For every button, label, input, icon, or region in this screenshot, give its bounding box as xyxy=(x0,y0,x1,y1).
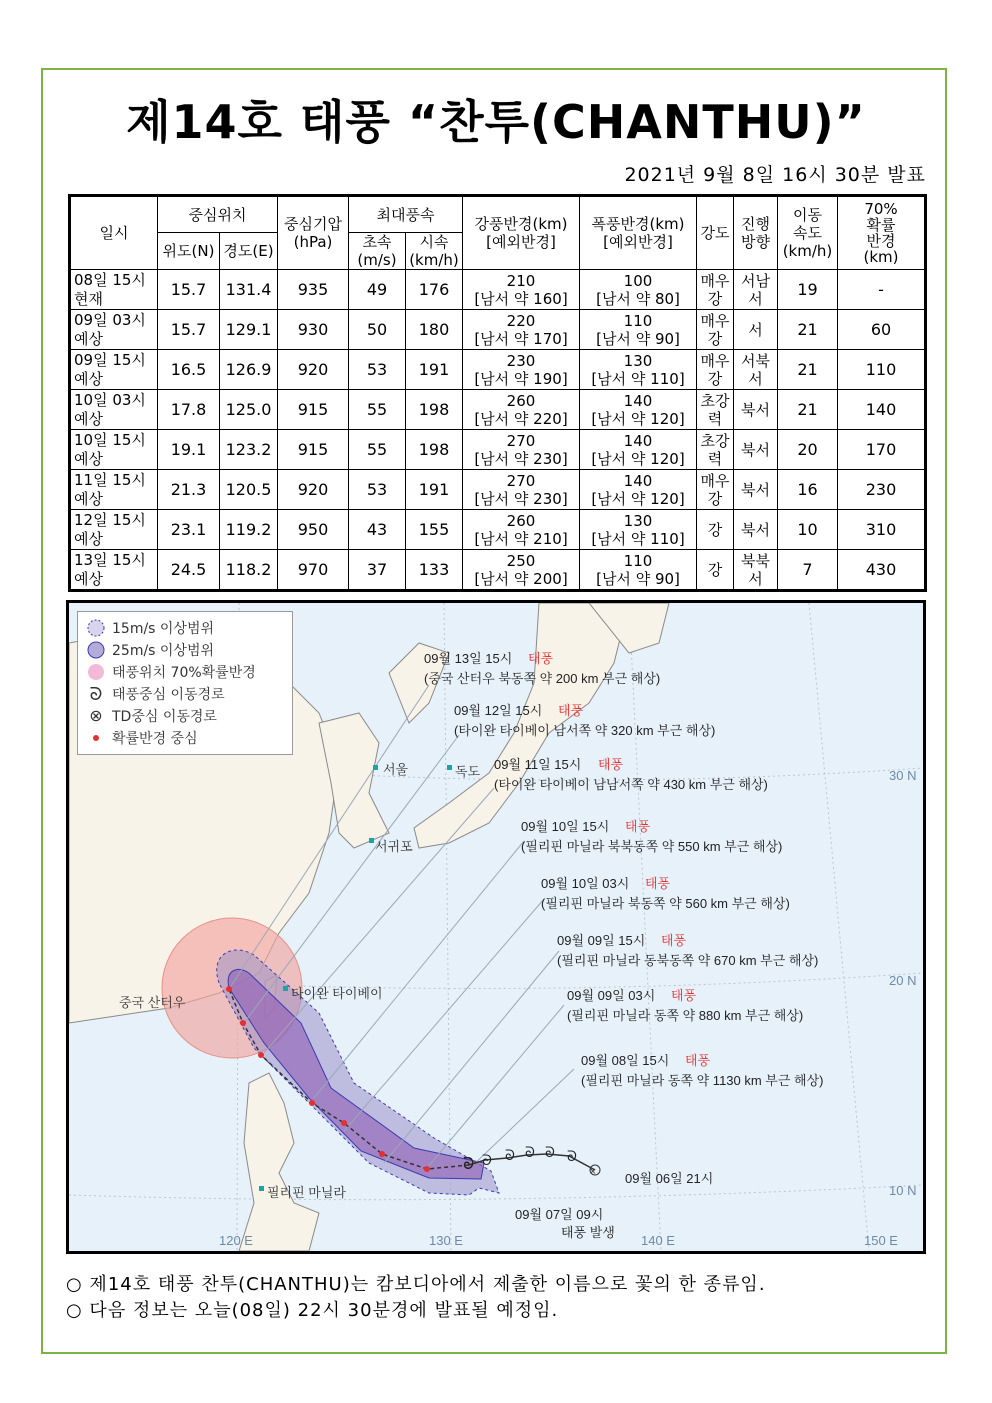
cell-kmh: 198 xyxy=(406,430,463,470)
formation-label-time: 09월 07일 09시 xyxy=(515,1207,604,1222)
svg-text:ᘐ: ᘐ xyxy=(545,1145,555,1161)
table-row xyxy=(70,430,926,470)
cell-spd: 16 xyxy=(778,470,838,510)
cell-p: 970 xyxy=(278,550,349,591)
cell-kmh: 180 xyxy=(406,310,463,350)
forecast-label-time: 09월 10일 03시 xyxy=(541,876,630,891)
cell-prob: 140 xyxy=(838,390,926,430)
forecast-label-desc: (타이완 타이베이 남남서쪽 약 430 km 부근 해상) xyxy=(494,777,768,792)
cell-spd: 21 xyxy=(778,390,838,430)
cell-strong: 270 [남서 약 230] xyxy=(463,470,580,510)
cell-lon: 118.2 xyxy=(220,550,278,591)
cell-lat: 19.1 xyxy=(158,430,220,470)
cell-lon: 129.1 xyxy=(220,310,278,350)
header-pressure: 중심기압 (hPa) xyxy=(278,196,349,270)
header-center: 중심위치 xyxy=(158,196,278,233)
cell-p: 930 xyxy=(278,310,349,350)
legend-td: ⊗ TD중심 이동경로 xyxy=(86,706,217,726)
header-datetime: 일시 xyxy=(70,196,158,270)
forecast-label-desc: (필리핀 마닐라 북북동쪽 약 550 km 부근 해상) xyxy=(521,839,783,854)
cell-prob: 110 xyxy=(838,350,926,390)
cell-strong: 270 [남서 약 230] xyxy=(463,430,580,470)
cell-time: 09일 15시 예상 xyxy=(70,350,158,390)
issued-time: 2021년 9월 8일 16시 30분 발표 xyxy=(624,164,926,186)
cell-spd: 7 xyxy=(778,550,838,591)
forecast-label-typhoon: 태풍 xyxy=(625,819,651,834)
lon-120: 120 E xyxy=(219,1233,253,1248)
cell-int: 매우 강 xyxy=(697,350,734,390)
cell-p: 920 xyxy=(278,350,349,390)
forecast-label-desc: (필리핀 마닐라 북동쪽 약 560 km 부근 해상) xyxy=(541,896,790,911)
cell-spd: 21 xyxy=(778,310,838,350)
past-label: 09월 06일 21시 xyxy=(625,1171,714,1186)
cell-prob: 60 xyxy=(838,310,926,350)
table-row xyxy=(70,510,926,550)
city-seoul: 서울 xyxy=(383,762,409,777)
forecast-label-time: 09월 13일 15시 xyxy=(424,651,513,666)
cell-prob: 430 xyxy=(838,550,926,591)
cell-time: 11일 15시 예상 xyxy=(70,470,158,510)
cell-strong: 210 [남서 약 160] xyxy=(463,270,580,310)
cell-prob: 170 xyxy=(838,430,926,470)
typhoon-icon: ᘐ xyxy=(89,684,103,705)
cell-storm: 140 [남서 약 120] xyxy=(580,430,697,470)
cell-ms: 37 xyxy=(349,550,406,591)
typhoon-symbol-current: ᘐ xyxy=(463,1154,475,1173)
header-max-wind: 최대풍속 xyxy=(349,196,463,233)
header-storm-radius: 폭풍반경(km) [예외반경] xyxy=(580,196,697,270)
cell-ms: 43 xyxy=(349,510,406,550)
cell-int: 강 xyxy=(697,510,734,550)
forecast-label-time: 09월 11일 15시 xyxy=(494,757,582,772)
city-shantou: 중국 산터우 xyxy=(119,995,186,1010)
forecast-label-typhoon: 태풍 xyxy=(598,757,624,772)
cell-lat: 15.7 xyxy=(158,310,220,350)
cell-kmh: 133 xyxy=(406,550,463,591)
cell-ms: 53 xyxy=(349,350,406,390)
legend-25ms: 25m/s 이상범위 xyxy=(86,640,214,660)
cell-storm: 140 [남서 약 120] xyxy=(580,390,697,430)
cell-ms: 50 xyxy=(349,310,406,350)
cell-spd: 21 xyxy=(778,350,838,390)
formation-label-text: 태풍 발생 xyxy=(561,1225,615,1240)
cell-dir: 북북 서 xyxy=(734,550,778,591)
header-prob-radius: 70% 확률 반경 (km) xyxy=(838,196,926,270)
cell-prob: - xyxy=(838,270,926,310)
cell-int: 매우 강 xyxy=(697,270,734,310)
cell-storm: 140 [남서 약 120] xyxy=(580,470,697,510)
cell-int: 매우 강 xyxy=(697,310,734,350)
forecast-label-typhoon: 태풍 xyxy=(671,988,697,1003)
lat-20: 20 N xyxy=(889,973,917,988)
table-row xyxy=(70,470,926,510)
forecast-label-time: 09월 08일 15시 xyxy=(581,1053,670,1068)
lat-30: 30 N xyxy=(889,768,917,783)
typhoon-track-map xyxy=(66,600,926,1254)
cell-dir: 북서 xyxy=(734,510,778,550)
cell-kmh: 191 xyxy=(406,350,463,390)
cell-storm: 130 [남서 약 110] xyxy=(580,350,697,390)
forecast-label-desc: (타이완 타이베이 남서쪽 약 320 km 부근 해상) xyxy=(454,723,716,738)
forecast-label-time: 09월 09일 15시 xyxy=(557,933,646,948)
cell-ms: 53 xyxy=(349,470,406,510)
forecast-label-desc: (필리핀 마닐라 동쪽 약 1130 km 부근 해상) xyxy=(581,1073,824,1088)
lon-140: 140 E xyxy=(641,1233,675,1248)
cell-lon: 126.9 xyxy=(220,350,278,390)
table-row xyxy=(70,310,926,350)
td-icon: ⊗ xyxy=(89,706,103,725)
cell-time: 13일 15시 예상 xyxy=(70,550,158,591)
cell-ms: 55 xyxy=(349,390,406,430)
cell-storm: 100 [남서 약 80] xyxy=(580,270,697,310)
cell-time: 12일 15시 예상 xyxy=(70,510,158,550)
cell-lat: 24.5 xyxy=(158,550,220,591)
cell-ms: 49 xyxy=(349,270,406,310)
forecast-label-time: 09월 09일 03시 xyxy=(567,988,656,1003)
legend-15ms: 15m/s 이상범위 xyxy=(86,618,214,638)
legend-center-swatch xyxy=(86,728,106,748)
svg-text:ᘐ: ᘐ xyxy=(525,1145,535,1161)
cell-dir: 북서 xyxy=(734,390,778,430)
header-lon: 경도(E) xyxy=(220,233,278,270)
table-row xyxy=(70,350,926,390)
city-taipei: 타이완 타이베이 xyxy=(291,986,383,1001)
cell-ms: 55 xyxy=(349,430,406,470)
legend-25ms-swatch xyxy=(86,640,106,660)
forecast-label-typhoon: 태풍 xyxy=(661,933,687,948)
cell-dir: 북서 xyxy=(734,470,778,510)
cell-p: 915 xyxy=(278,390,349,430)
cell-storm: 110 [남서 약 90] xyxy=(580,310,697,350)
note-2: ○ 다음 정보는 오늘(08일) 22시 30분경에 발표될 예정임. xyxy=(66,1300,559,1321)
forecast-label-typhoon: 태풍 xyxy=(558,703,584,718)
cell-lon: 119.2 xyxy=(220,510,278,550)
cell-lon: 125.0 xyxy=(220,390,278,430)
forecast-table xyxy=(68,194,927,592)
cell-kmh: 155 xyxy=(406,510,463,550)
cell-spd: 19 xyxy=(778,270,838,310)
cell-strong: 230 [남서 약 190] xyxy=(463,350,580,390)
cell-p: 935 xyxy=(278,270,349,310)
cell-lon: 120.5 xyxy=(220,470,278,510)
cell-lat: 21.3 xyxy=(158,470,220,510)
cell-spd: 10 xyxy=(778,510,838,550)
cell-int: 초강 력 xyxy=(697,390,734,430)
cell-lat: 23.1 xyxy=(158,510,220,550)
forecast-label-typhoon: 태풍 xyxy=(528,651,554,666)
lat-10: 10 N xyxy=(889,1183,917,1198)
legend-prob: 태풍위치 70%확률반경 xyxy=(86,662,256,682)
forecast-label-desc: (중국 산터우 북동쪽 약 200 km 부근 해상) xyxy=(424,671,661,686)
note-1: ○ 제14호 태풍 찬투(CHANTHU)는 캄보디아에서 제출한 이름으로 꽃의 한 종류임. xyxy=(66,1274,766,1295)
header-intensity: 강도 xyxy=(697,196,734,270)
header-lat: 위도(N) xyxy=(158,233,220,270)
lon-130: 130 E xyxy=(429,1233,463,1248)
table-row xyxy=(70,390,926,430)
table-row xyxy=(70,550,926,591)
cell-kmh: 176 xyxy=(406,270,463,310)
cell-strong: 260 [남서 약 210] xyxy=(463,510,580,550)
cell-int: 강 xyxy=(697,550,734,591)
cell-p: 915 xyxy=(278,430,349,470)
header-wind-ms: 초속 (m/s) xyxy=(349,233,406,270)
cell-dir: 서북 서 xyxy=(734,350,778,390)
cell-prob: 310 xyxy=(838,510,926,550)
legend-prob-swatch xyxy=(86,662,106,682)
cell-time: 10일 15시 예상 xyxy=(70,430,158,470)
cell-int: 초강 력 xyxy=(697,430,734,470)
svg-text:ᘐ: ᘐ xyxy=(482,1153,492,1169)
cell-dir: 북서 xyxy=(734,430,778,470)
forecast-label-typhoon: 태풍 xyxy=(645,876,671,891)
cell-p: 920 xyxy=(278,470,349,510)
forecast-label-time: 09월 12일 15시 xyxy=(454,703,543,718)
cell-time: 08일 15시 현재 xyxy=(70,270,158,310)
cell-storm: 130 [남서 약 110] xyxy=(580,510,697,550)
cell-lat: 15.7 xyxy=(158,270,220,310)
legend-15ms-swatch xyxy=(86,618,106,638)
header-strong-radius: 강풍반경(km) [예외반경] xyxy=(463,196,580,270)
cell-prob: 230 xyxy=(838,470,926,510)
cell-strong: 220 [남서 약 170] xyxy=(463,310,580,350)
cell-storm: 110 [남서 약 90] xyxy=(580,550,697,591)
forecast-label-typhoon: 태풍 xyxy=(685,1053,711,1068)
cell-kmh: 191 xyxy=(406,470,463,510)
cell-spd: 20 xyxy=(778,430,838,470)
page-title: 제14호 태풍 “찬투(CHANTHU)” xyxy=(126,95,866,149)
cell-p: 950 xyxy=(278,510,349,550)
forecast-label-desc: (필리핀 마닐라 동북동쪽 약 670 km 부근 해상) xyxy=(557,953,819,968)
cell-lat: 16.5 xyxy=(158,350,220,390)
city-dokdo: 독도 xyxy=(455,764,481,779)
cell-time: 09일 03시 예상 xyxy=(70,310,158,350)
cell-time: 10일 03시 예상 xyxy=(70,390,158,430)
cell-strong: 250 [남서 약 200] xyxy=(463,550,580,591)
city-seogwipo: 서귀포 xyxy=(375,839,413,854)
header-direction: 진행 방향 xyxy=(734,196,778,270)
table-row xyxy=(70,270,926,310)
map-legend xyxy=(77,611,293,755)
svg-text:ᘐ: ᘐ xyxy=(505,1148,515,1164)
lon-150: 150 E xyxy=(864,1233,898,1248)
cell-kmh: 198 xyxy=(406,390,463,430)
header-speed: 이동 속도 (km/h) xyxy=(778,196,838,270)
legend-track: ᘐ 태풍중심 이동경로 xyxy=(86,684,225,704)
cell-lon: 123.2 xyxy=(220,430,278,470)
city-manila: 필리핀 마닐라 xyxy=(267,1185,346,1200)
cell-dir: 서 xyxy=(734,310,778,350)
notes xyxy=(66,1272,766,1324)
forecast-label-time: 09월 10일 15시 xyxy=(521,819,610,834)
cell-strong: 260 [남서 약 220] xyxy=(463,390,580,430)
legend-center: 확률반경 중심 xyxy=(86,728,198,748)
header-wind-kmh: 시속 (km/h) xyxy=(406,233,463,270)
forecast-label-desc: (필리핀 마닐라 동쪽 약 880 km 부근 해상) xyxy=(567,1008,804,1023)
svg-text:ᘐ: ᘐ xyxy=(567,1149,577,1165)
cell-lat: 17.8 xyxy=(158,390,220,430)
cell-int: 매우 강 xyxy=(697,470,734,510)
cell-lon: 131.4 xyxy=(220,270,278,310)
cell-dir: 서남 서 xyxy=(734,270,778,310)
td-start-cross: × xyxy=(589,1167,597,1177)
